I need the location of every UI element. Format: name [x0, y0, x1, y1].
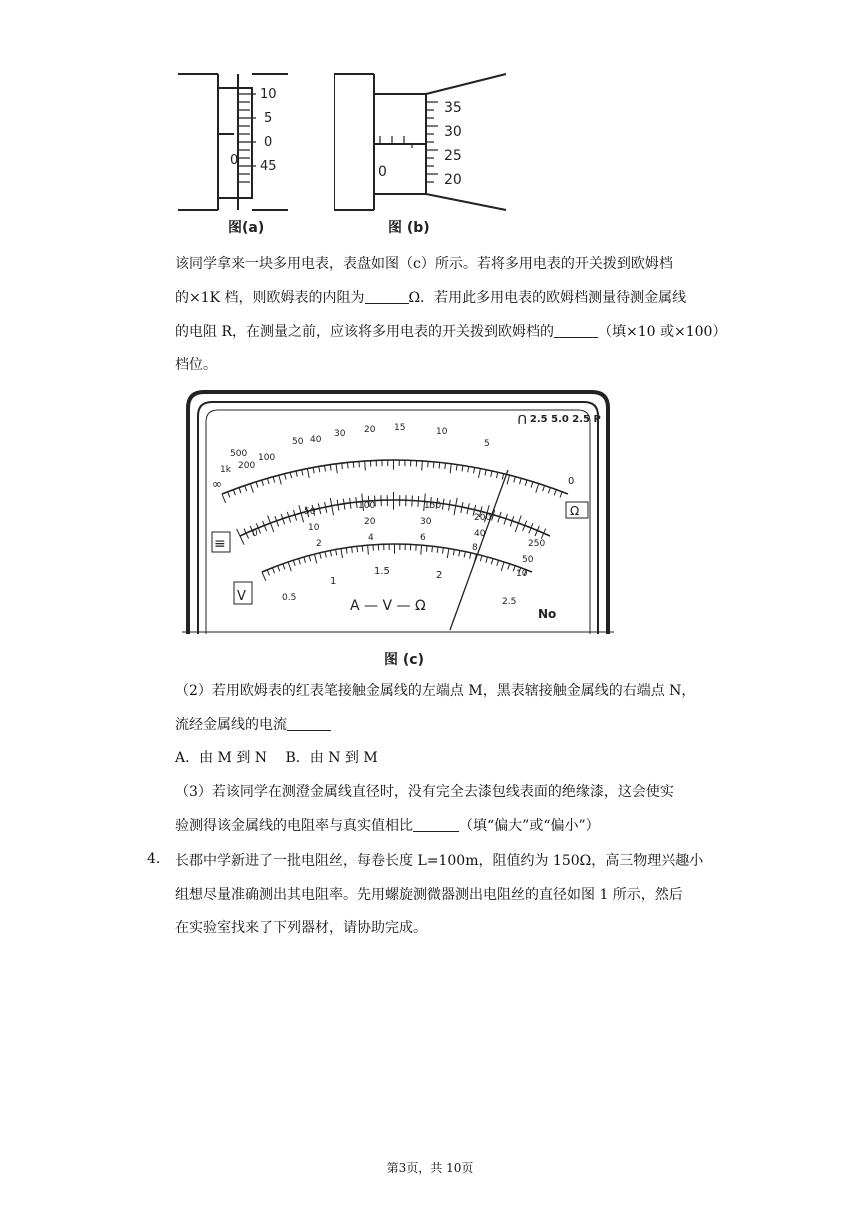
dial-tick [283, 519, 285, 525]
dial-tick [256, 523, 258, 528]
dial-tick [350, 498, 351, 503]
fig-b-main-zero: 0 [378, 164, 387, 180]
dial-tick [453, 549, 454, 555]
dial-tick [244, 529, 246, 534]
fig-a-tick-label: 10 [260, 87, 277, 102]
dial-tick [246, 533, 249, 538]
dial-tick [330, 465, 331, 471]
dc-symbol: ≡ [214, 536, 226, 552]
dial-tick [437, 547, 438, 553]
dial-tick [294, 510, 295, 515]
dial-tick [237, 529, 240, 536]
dial-tick [479, 469, 481, 478]
dial-tick [290, 472, 291, 478]
dial-tick [258, 528, 260, 534]
dc-inner-tick-4: 4 [368, 533, 374, 543]
dial-tick [541, 533, 543, 539]
dc-tick-250: 250 [528, 539, 546, 549]
dial-tick [454, 506, 456, 515]
dial-tick [560, 492, 562, 498]
dial-tick [256, 482, 258, 488]
dial-tick [519, 516, 522, 524]
dial-tick [515, 523, 518, 532]
dc-mid-tick-40: 40 [474, 529, 486, 539]
figure-b-micrometer [334, 72, 514, 240]
ohm-tick-inf: ∞ [212, 477, 222, 491]
dial-tick [330, 551, 331, 557]
dial-tick [338, 505, 339, 511]
dial-tick [302, 470, 303, 476]
dial-tick [470, 553, 471, 559]
dial-tick [362, 546, 363, 552]
ac-tick-2.5: 2.5 [502, 597, 517, 607]
dial-tick [513, 566, 515, 572]
ohm-tick-40: 40 [310, 435, 322, 445]
dial-tick [480, 556, 482, 562]
dial-tick [439, 462, 440, 468]
dial-tick [443, 499, 444, 504]
question-4-line-3: 在实验室找来了下列器材，请协助完成。 [175, 920, 427, 936]
fig-c-caption: 图 (c) [384, 652, 424, 668]
dial-tick [421, 545, 422, 555]
ohm-tick-50: 50 [292, 437, 304, 447]
dial-tick [433, 462, 434, 468]
dial-tick [281, 514, 283, 519]
para-1-line-2-b: Ω．若用此多用电表的欧姆档测量待测金属线 [408, 290, 687, 306]
dial-tick [491, 559, 493, 565]
dial-tick [427, 546, 428, 552]
dial-tick [332, 506, 334, 515]
dial-tick [267, 570, 269, 576]
fig-a-caption: 图(a) [228, 220, 265, 236]
dial-tick [344, 504, 345, 510]
answer-blank-resistivity[interactable] [413, 817, 459, 832]
para-1-line-2-a: 的×1K 档，则欧姆表的内阻为 [175, 290, 365, 306]
para-1-line-4: 档位。 [175, 357, 217, 373]
dc-tick-150: 150 [424, 501, 442, 511]
dial-tick [535, 531, 537, 537]
para-1-line-2 [175, 288, 686, 308]
para-2-line-1: （2）若用欧姆表的红表笔接触金属线的左端点 M，黑表辖接触金属线的右端点 N， [175, 683, 696, 699]
dial-tick [263, 521, 265, 526]
dial-tick [512, 516, 514, 521]
dial-tick [450, 464, 451, 474]
dial-tick [510, 521, 512, 527]
dc-inner-tick-6: 6 [420, 533, 426, 543]
dial-tick [531, 482, 533, 488]
fig-b-tick-label: 25 [444, 148, 462, 164]
dc-tick-50: 50 [304, 507, 316, 517]
para-2-line-2-text: 流经金属线的电流 [175, 717, 287, 733]
ohm-tick-15: 15 [394, 423, 406, 433]
dial-tick [233, 490, 235, 496]
dial-tick [283, 564, 285, 570]
dial-tick [529, 528, 531, 534]
dial-tick [464, 552, 465, 558]
question-4-line-2: 组想尽量准确测出其电阻率。先用螺旋测微器测出电阻丝的直径如图 1 所示，然后 [175, 887, 683, 903]
dial-tick [272, 568, 274, 574]
figure-c-multimeter-dial [182, 386, 614, 670]
dial-tick [319, 508, 320, 514]
dial-tick [365, 461, 366, 471]
dial-tick [450, 500, 451, 505]
dial-tick [548, 488, 550, 494]
ohm-tick-100: 100 [258, 453, 276, 463]
dial-tick [325, 465, 326, 471]
dial-tick [325, 552, 326, 558]
dial-tick [468, 466, 469, 472]
figure-a-micrometer [178, 72, 298, 240]
dc-tick-200: 200 [474, 513, 492, 523]
dial-tick [313, 467, 314, 473]
dc-tick-0: 0 [252, 529, 258, 539]
dial-tick [467, 508, 468, 514]
dial-tick [475, 505, 476, 510]
dial-tick [250, 484, 253, 493]
dial-tick [341, 549, 343, 558]
dial-brand: No [538, 607, 557, 621]
question-4-number: 4. [147, 851, 161, 867]
dial-tick [525, 521, 527, 526]
dial-tick [554, 490, 556, 496]
dial-tick [228, 492, 230, 498]
dial-tick [445, 463, 446, 469]
fig-b-tick-label: 35 [444, 100, 462, 116]
dial-tick [267, 478, 269, 484]
dial-tick [279, 475, 282, 484]
ac-tick-0.5: 0.5 [282, 593, 297, 603]
dial-tick [353, 462, 354, 468]
dial-tick [299, 505, 301, 513]
dial-tick [268, 516, 271, 523]
ohm-tick-1k: 1k [220, 465, 231, 475]
para-1-line-3-a: 的电阻 R，在测量之前，应该将多用电表的开关拨到欧姆档的 [175, 324, 554, 340]
dial-tick [285, 474, 287, 480]
ac-tick-1.5: 1.5 [374, 566, 390, 577]
dial-tick [273, 477, 275, 483]
dial-tick [443, 548, 444, 554]
dial-tick [523, 525, 525, 531]
para-3-line-2-a: 验测得该金属线的电阻率与真实值相比 [175, 818, 413, 834]
dial-tick [336, 549, 337, 555]
dial-tick [287, 512, 289, 517]
ac-symbol: V [237, 589, 246, 604]
ac-tick-2: 2 [436, 570, 443, 581]
dial-tick [368, 545, 369, 555]
dial-tick [544, 529, 546, 534]
dial-tick [304, 557, 306, 563]
dial-tick [318, 503, 319, 508]
dial-tick [240, 536, 244, 545]
dial-tick [500, 512, 502, 517]
dial-tick [536, 484, 539, 493]
ohm-tick-200: 200 [238, 461, 256, 471]
dial-tick [314, 554, 316, 563]
dial-tick [307, 469, 309, 478]
dial-tick [326, 507, 327, 513]
dc-inner-tick-2: 2 [316, 539, 322, 549]
dial-tick [356, 502, 357, 508]
dial-tick [461, 507, 462, 513]
dial-tick [288, 562, 291, 571]
dial-tick [497, 472, 498, 478]
dial-tick [507, 475, 509, 484]
dial-tick [428, 461, 429, 467]
dial-tick [491, 471, 492, 477]
dial-tick [525, 480, 527, 486]
para-3-line-2-b: （填“偏大”或“偏小”） [459, 818, 600, 834]
dial-tick [502, 474, 504, 480]
para-1-line-3 [175, 322, 726, 342]
dial-tick [506, 514, 508, 519]
ohm-tick-5: 5 [484, 439, 490, 449]
dial-tick [449, 505, 450, 511]
fig-b-tick-label: 30 [444, 124, 462, 140]
dial-tick [422, 461, 423, 471]
dial-tick [487, 505, 489, 513]
dc-inner-tick-10: 10 [516, 569, 528, 579]
dial-tick [330, 498, 331, 506]
dc-mid-tick-50: 50 [522, 555, 534, 565]
dial-tick [222, 494, 226, 503]
fig-a-main-zero: 0 [230, 153, 239, 168]
dial-tick [309, 556, 311, 562]
dial-tick [277, 521, 279, 527]
dc-mid-tick-30: 30 [420, 517, 432, 527]
answer-blank-current-direction[interactable] [287, 716, 331, 731]
para-3-line-2 [175, 816, 600, 836]
dial-tick [531, 523, 533, 528]
dial-tick [501, 562, 504, 571]
dial-tick [264, 525, 266, 531]
dial-tick [319, 466, 320, 472]
dial-tick [357, 546, 358, 552]
dial-tick [295, 515, 297, 521]
para-1-line-1: 该同学拿来一块多用电表，表盘如图（c）所示。若将多用电表的开关拨到欧姆档 [175, 256, 673, 272]
dial-tick [325, 502, 326, 507]
dc-tick-100: 100 [358, 501, 376, 511]
dial-tick [514, 477, 516, 483]
ac-tick-1: 1 [330, 576, 337, 587]
answer-blank-range[interactable] [554, 323, 598, 338]
dial-tick [336, 464, 337, 474]
dc-inner-tick-8: 8 [472, 543, 478, 553]
dial-tick [468, 503, 469, 508]
dial-tick [346, 548, 347, 554]
fig-a-tick-label: 5 [264, 111, 273, 126]
fig-a-tick-label: 0 [264, 135, 273, 150]
dial-tick [356, 497, 357, 502]
dial-tick [289, 517, 291, 523]
dial-tick [497, 560, 499, 566]
dial-tick [485, 470, 486, 476]
dial-tick [262, 572, 266, 581]
dial-tick [296, 471, 297, 477]
dial-tick [459, 551, 460, 557]
dc-mid-tick-20: 20 [364, 517, 376, 527]
dial-tick [456, 465, 457, 471]
dial-tick [299, 559, 301, 565]
dial-tick [543, 486, 545, 492]
para-1-line-3-b: （填×10 或×100） [598, 324, 727, 340]
dial-tick [245, 486, 247, 492]
dial-tick [481, 506, 482, 511]
dial-tick [432, 546, 433, 552]
dial-tick [262, 480, 264, 486]
dial-tick [462, 502, 463, 507]
dial-tick [537, 526, 539, 531]
fig-a-tick-label: 45 [260, 159, 277, 174]
dial-tick [350, 503, 351, 509]
dial-tick [352, 547, 353, 553]
dial-tick [504, 519, 506, 525]
ohm-symbol: Ω [570, 504, 580, 518]
dial-tick [343, 499, 344, 504]
dial-tick [320, 553, 321, 559]
dial-tick [474, 467, 475, 473]
para-2-options: A．由 M 到 N B．由 N 到 M [175, 750, 378, 766]
ohm-tick-30: 30 [334, 429, 346, 439]
dial-tick [348, 462, 349, 468]
dial-tick [520, 478, 522, 484]
dial-tick [447, 549, 449, 559]
dial-tick [456, 498, 458, 506]
fig-b-tick-label: 20 [444, 172, 462, 188]
dial-center-label: A — V — Ω [350, 598, 426, 614]
dial-tick [239, 488, 241, 494]
dial-tick [337, 500, 338, 505]
corner-range-marks: ⋂ 2.5 5.0 2.5 P [518, 414, 601, 425]
para-2-line-2 [175, 715, 331, 735]
dial-tick [342, 463, 343, 469]
ohm-tick-10: 10 [436, 427, 448, 437]
ohm-tick-20: 20 [364, 425, 376, 435]
dial-tick [508, 564, 510, 570]
dc-mid-tick-10: 10 [308, 523, 320, 533]
ohm-tick-500: 500 [230, 449, 248, 459]
dial-tick [442, 504, 443, 510]
page-footer: 第3页，共 10页 [386, 1161, 474, 1175]
dial-tick [486, 557, 488, 563]
ohm-tick-0: 0 [568, 476, 575, 487]
fig-b-caption: 图 (b) [388, 220, 430, 236]
dial-tick [278, 566, 280, 572]
answer-blank-internal-resistance[interactable] [365, 289, 409, 304]
dial-tick [271, 523, 274, 532]
dial-tick [498, 517, 500, 523]
dial-tick [462, 465, 463, 471]
para-3-line-1: （3）若该同学在测澄金属线直径时，没有完全去漆包线表面的绝缘漆，这会使实 [175, 784, 674, 800]
question-4-line-1: 长郡中学新进了一批电阻丝，每卷长度 L=100m，阻值约为 150Ω，高三物理兴趣小 [175, 853, 704, 869]
dial-tick [293, 560, 295, 566]
dial-tick [275, 516, 277, 521]
